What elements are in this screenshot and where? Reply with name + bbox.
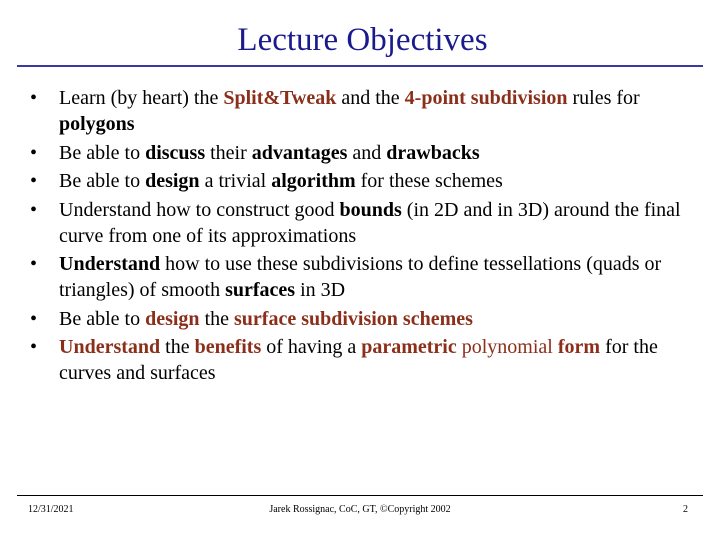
bullet-text: rules for: [567, 87, 640, 109]
bullet-item: [30, 85, 700, 137]
bullet-item: [30, 140, 700, 166]
emphasis-text: design: [145, 307, 200, 330]
emphasis-text: advantages: [251, 141, 348, 164]
bullet-item: [30, 306, 700, 332]
bullet-text: a trivial: [199, 170, 272, 192]
bullet-text: the: [199, 307, 234, 330]
bullet-text: how to use these subdivisions to define tessellations (quads or triangles) of smooth: [59, 253, 662, 301]
bullet-text: and the: [336, 87, 405, 109]
bullet-marker: •: [30, 307, 38, 330]
bullet-item: [30, 197, 700, 249]
emphasis-text: benefits: [194, 336, 262, 358]
emphasis-text: Split&Tweak: [223, 87, 337, 109]
emphasis-text: 4-point subdivision: [404, 87, 568, 109]
bullet-text: polynomial: [456, 336, 558, 358]
bullet-text: Be able to: [59, 170, 146, 192]
bullet-text: for the curves and surfaces: [59, 336, 658, 384]
footer-credit: Jarek Rossignac, CoC, GT, ©Copyright 2002: [269, 504, 451, 515]
bullet-text: (in 2D and in 3D) around the final curve from one of its approximations: [59, 198, 681, 247]
bullet-list: [30, 85, 700, 389]
bullet-item: [30, 334, 700, 386]
title-divider: [17, 65, 703, 67]
footer-divider: [17, 495, 703, 496]
bullet-text: Understand how to construct good: [59, 198, 340, 221]
slide-title: Lecture Objectives: [237, 22, 488, 58]
bullet-text: their: [205, 141, 252, 164]
emphasis-text: surface subdivision schemes: [234, 307, 473, 330]
bullet-text: the: [160, 336, 195, 358]
bullet-marker: •: [30, 87, 38, 109]
bullet-marker: •: [30, 198, 38, 221]
emphasis-text: bounds: [339, 198, 402, 221]
bullet-text: for these schemes: [355, 170, 503, 192]
emphasis-text: design: [145, 170, 200, 192]
emphasis-text: Understand: [59, 336, 161, 358]
bullet-marker: •: [30, 141, 38, 164]
bullet-marker: •: [30, 336, 38, 358]
emphasis-text: drawbacks: [386, 141, 480, 164]
bullet-item: [30, 168, 700, 194]
bullet-text: and: [347, 141, 387, 164]
emphasis-text: parametric: [361, 336, 457, 358]
emphasis-text: form: [557, 336, 601, 358]
bullet-text: in 3D: [295, 279, 346, 301]
emphasis-text: Understand: [59, 253, 161, 275]
emphasis-text: discuss: [145, 141, 206, 164]
emphasis-text: algorithm: [271, 170, 356, 192]
emphasis-text: polygons: [59, 113, 135, 135]
page-number: 2: [683, 504, 688, 515]
footer-date: 12/31/2021: [28, 504, 74, 515]
bullet-text: Be able to: [59, 141, 146, 164]
bullet-text: of having a: [261, 336, 362, 358]
emphasis-text: surfaces: [225, 279, 296, 301]
bullet-text: Learn (by heart) the: [59, 87, 224, 109]
bullet-text: Be able to: [59, 307, 146, 330]
bullet-marker: •: [30, 170, 38, 192]
bullet-marker: •: [30, 253, 38, 275]
bullet-item: [30, 251, 700, 303]
